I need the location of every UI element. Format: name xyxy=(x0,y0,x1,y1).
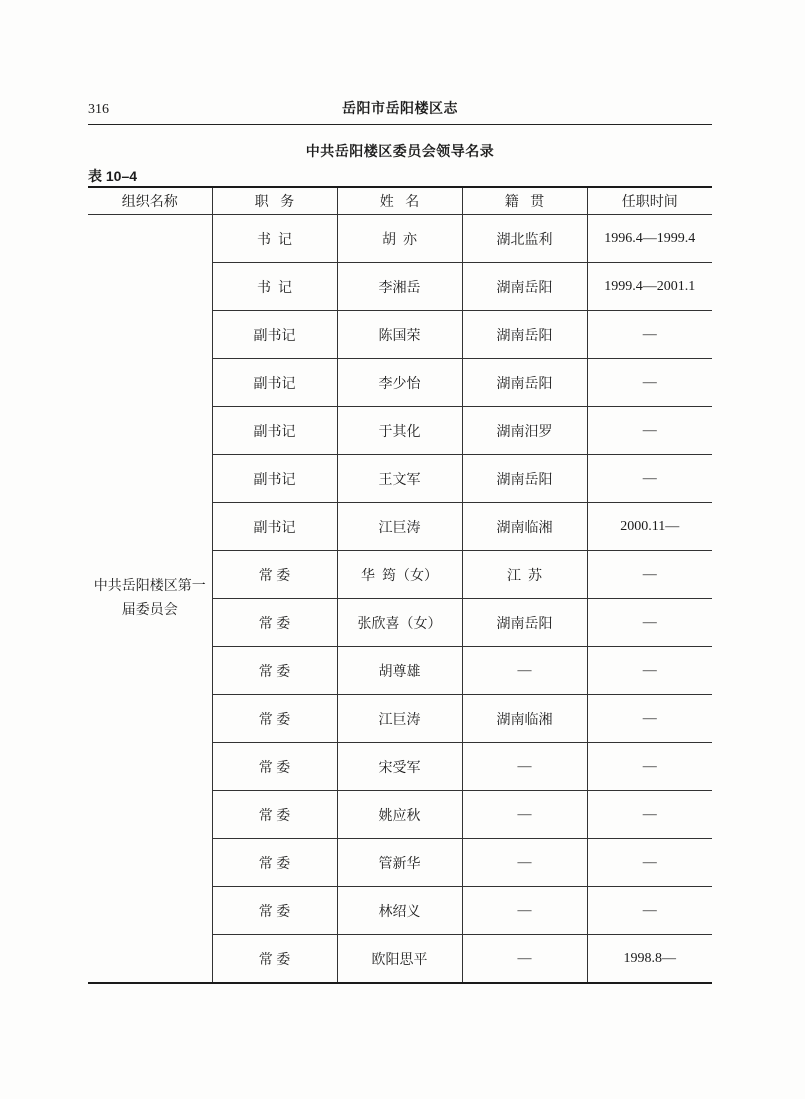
position-cell: 常 委 xyxy=(212,551,337,599)
name-cell: 江巨涛 xyxy=(337,503,462,551)
column-header-term: 任职时间 xyxy=(587,187,712,215)
native-place-cell: — xyxy=(462,887,587,935)
column-header-position: 职 务 xyxy=(212,187,337,215)
name-cell: 欧阳思平 xyxy=(337,935,462,984)
term-cell: 2000.11— xyxy=(587,503,712,551)
native-place-cell: 湖南岳阳 xyxy=(462,599,587,647)
position-cell: 常 委 xyxy=(212,839,337,887)
position-cell: 常 委 xyxy=(212,647,337,695)
position-cell: 常 委 xyxy=(212,695,337,743)
name-cell: 胡 亦 xyxy=(337,215,462,263)
column-header-native-place: 籍 贯 xyxy=(462,187,587,215)
native-place-cell: — xyxy=(462,791,587,839)
running-header-title: 岳阳市岳阳楼区志 xyxy=(342,102,458,117)
term-cell: — xyxy=(587,743,712,791)
native-place-cell: — xyxy=(462,647,587,695)
name-cell: 于其化 xyxy=(337,407,462,455)
term-cell: 1998.8— xyxy=(587,935,712,984)
native-place-cell: 湖南临湘 xyxy=(462,503,587,551)
table-title: 中共岳阳楼区委员会领导名录 xyxy=(305,145,495,160)
term-cell: — xyxy=(587,407,712,455)
name-cell: 华 筠（女） xyxy=(337,551,462,599)
page-number: 316 xyxy=(88,102,109,117)
position-cell: 副书记 xyxy=(212,407,337,455)
column-header-organization: 组织名称 xyxy=(88,187,212,215)
native-place-cell: 江 苏 xyxy=(462,551,587,599)
term-cell: 1999.4—2001.1 xyxy=(587,263,712,311)
term-cell: — xyxy=(587,359,712,407)
name-cell: 江巨涛 xyxy=(337,695,462,743)
position-cell: 常 委 xyxy=(212,887,337,935)
term-cell: — xyxy=(587,455,712,503)
term-cell: — xyxy=(587,695,712,743)
position-cell: 书 记 xyxy=(212,263,337,311)
name-cell: 王文军 xyxy=(337,455,462,503)
term-cell: — xyxy=(587,887,712,935)
term-cell: — xyxy=(587,839,712,887)
term-cell: — xyxy=(587,311,712,359)
native-place-cell: — xyxy=(462,743,587,791)
table-body xyxy=(88,215,712,984)
name-cell: 宋受军 xyxy=(337,743,462,791)
native-place-cell: — xyxy=(462,935,587,984)
position-cell: 副书记 xyxy=(212,311,337,359)
column-header-name: 姓 名 xyxy=(337,187,462,215)
table-header-row xyxy=(88,187,712,215)
native-place-cell: 湖南岳阳 xyxy=(462,455,587,503)
organization-cell: 中共岳阳楼区第一届委员会 xyxy=(88,215,212,984)
name-cell: 林绍义 xyxy=(337,887,462,935)
table-row xyxy=(88,215,712,263)
term-cell: — xyxy=(587,599,712,647)
name-cell: 姚应秋 xyxy=(337,791,462,839)
position-cell: 常 委 xyxy=(212,791,337,839)
position-cell: 常 委 xyxy=(212,743,337,791)
table-number-label: 表 10–4 xyxy=(88,168,138,184)
leadership-roster-table xyxy=(88,186,712,984)
name-cell: 管新华 xyxy=(337,839,462,887)
position-cell: 副书记 xyxy=(212,503,337,551)
position-cell: 常 委 xyxy=(212,935,337,984)
position-cell: 常 委 xyxy=(212,599,337,647)
position-cell: 书 记 xyxy=(212,215,337,263)
position-cell: 副书记 xyxy=(212,455,337,503)
term-cell: — xyxy=(587,647,712,695)
native-place-cell: 湖南岳阳 xyxy=(462,263,587,311)
native-place-cell: — xyxy=(462,839,587,887)
term-cell: 1996.4—1999.4 xyxy=(587,215,712,263)
name-cell: 陈国荣 xyxy=(337,311,462,359)
name-cell: 胡尊雄 xyxy=(337,647,462,695)
native-place-cell: 湖南岳阳 xyxy=(462,311,587,359)
name-cell: 李少怡 xyxy=(337,359,462,407)
name-cell: 张欣喜（女） xyxy=(337,599,462,647)
native-place-cell: 湖南汨罗 xyxy=(462,407,587,455)
position-cell: 副书记 xyxy=(212,359,337,407)
term-cell: — xyxy=(587,551,712,599)
name-cell: 李湘岳 xyxy=(337,263,462,311)
native-place-cell: 湖南岳阳 xyxy=(462,359,587,407)
term-cell: — xyxy=(587,791,712,839)
native-place-cell: 湖北监利 xyxy=(462,215,587,263)
native-place-cell: 湖南临湘 xyxy=(462,695,587,743)
header-rule xyxy=(88,124,712,125)
